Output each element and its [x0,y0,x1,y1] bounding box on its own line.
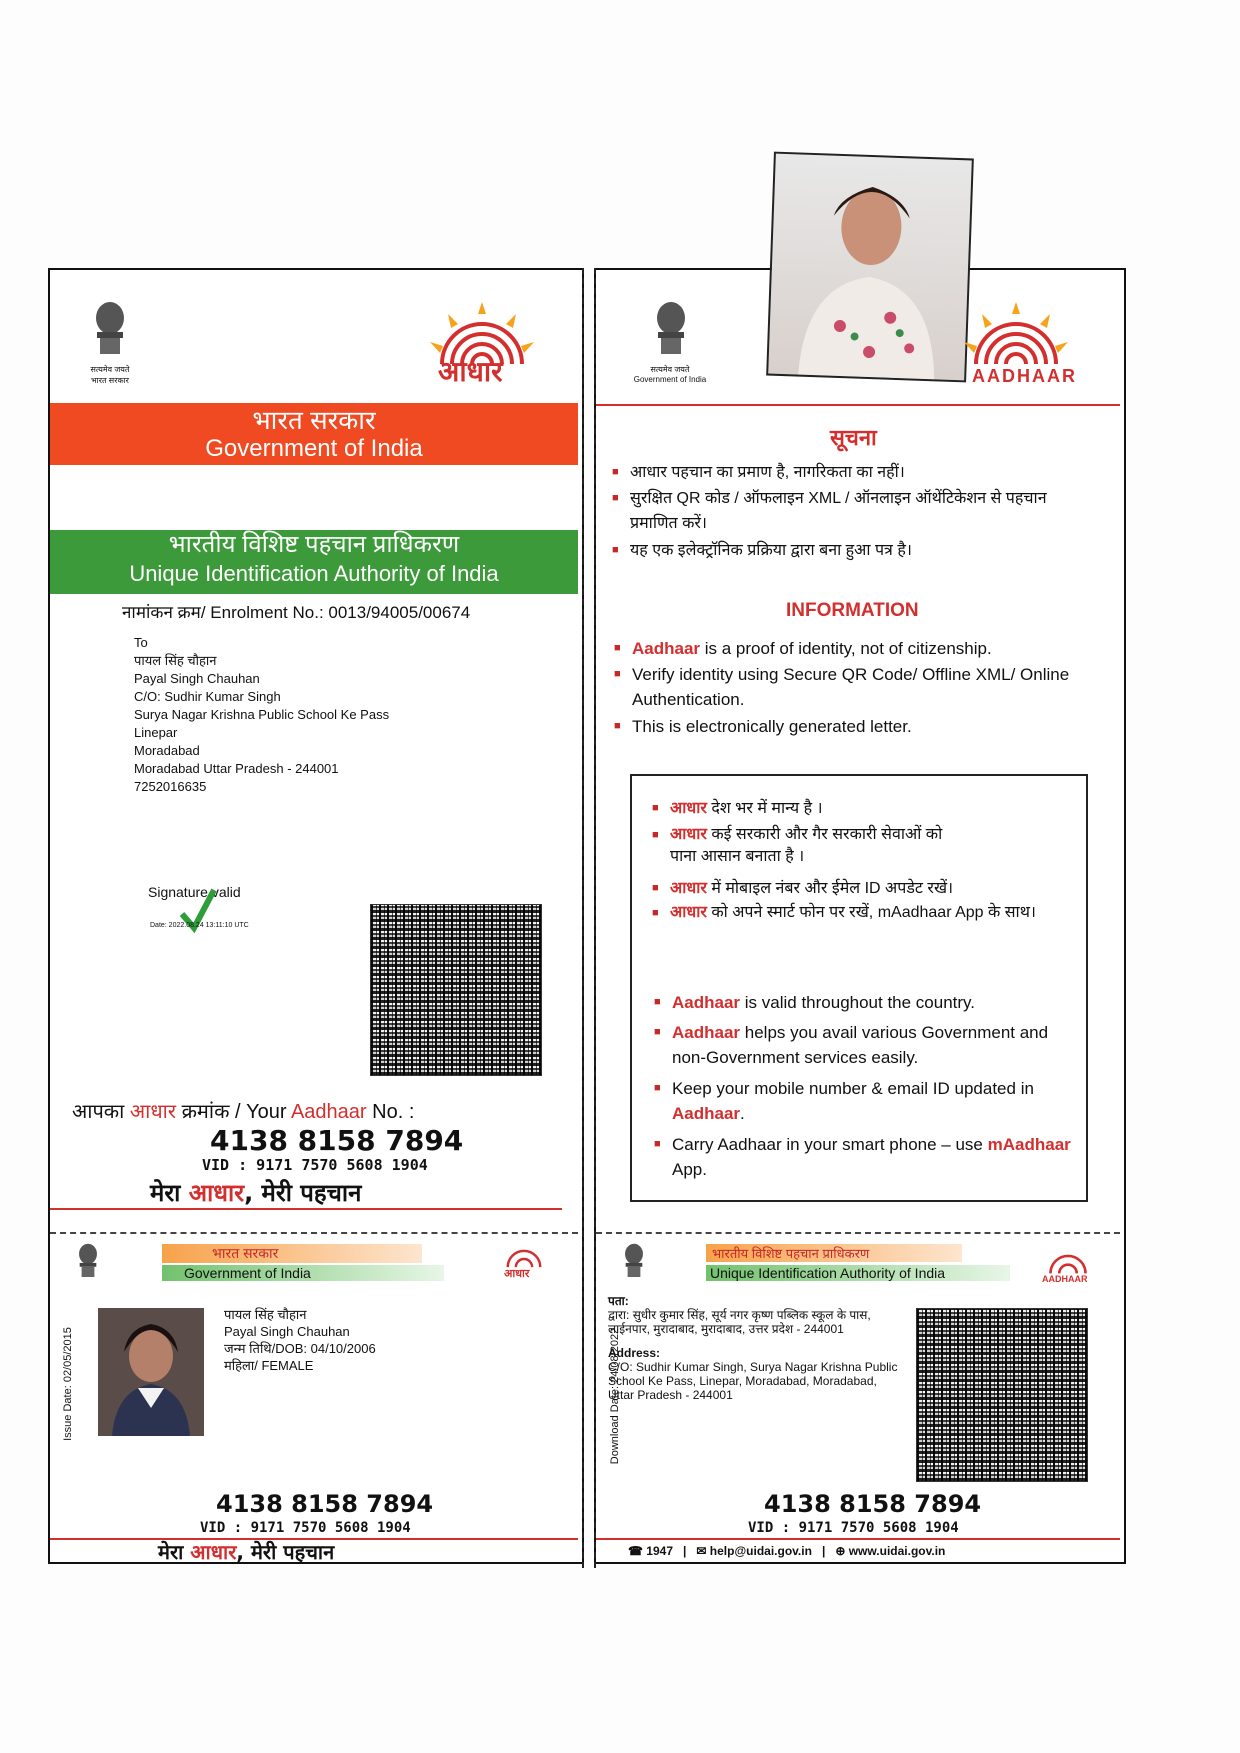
card-tagline [158,1538,334,1565]
divider-line [50,1208,562,1210]
aadhaar-logo-english-small: AADHAAR [1042,1274,1088,1284]
box-item [670,824,970,868]
highlight: आधार [670,880,707,897]
box-text: App. [672,1160,707,1179]
vid-number: VID : 9171 7570 5608 1904 [202,1156,428,1174]
box-item [670,876,1060,901]
address-hindi-label: पता: [608,1294,629,1308]
card-back-vid: VID : 9171 7570 5608 1904 [748,1520,959,1536]
footer: ☎ 1947 | ✉ help@uidai.gov.in | ⊕ www.uidai.gov.in [628,1544,946,1558]
tagline [150,1176,361,1209]
label-part: आपका [72,1101,130,1123]
tagline-part: आधार [190,1540,237,1564]
cut-line [596,1232,1120,1234]
box-text: helps you avail various Government and non-Government services easily. [672,1023,1049,1067]
footer-phone: 1947 [646,1544,673,1558]
info-text: is a proof of identity, not of citizenship. [700,639,992,658]
photo [766,152,974,383]
info-item [632,662,1102,712]
card-address [608,1294,898,1402]
label-part: क्रमांक / Your [176,1101,291,1123]
gov-header-strip [50,403,578,465]
address-line: पायल सिंह चौहान [134,653,217,668]
info-item [632,636,1102,661]
card-photo [98,1308,204,1436]
notice-item: ■ सुरक्षित QR कोड / ऑफलाइन XML / ऑनलाइन ऑथेंटिकेशन से पहचान प्रमाणित करें। [630,486,1060,536]
card-back-aadhaar-number: 4138 8158 7894 [764,1490,982,1518]
address-english-label: Address: [608,1346,661,1360]
aadhaar-logo-text: आधार [438,356,503,387]
address-to: To [134,635,148,650]
box-text: को अपने स्मार्ट फोन पर रखें, mAadhaar App के साथ। [706,904,1036,921]
signature-date: Date: 2022.08.24 13:11:10 UTC [150,922,249,929]
footer-web[interactable]: www.uidai.gov.in [848,1544,946,1558]
qr-code-main [370,904,542,1076]
address-english: C/O: Sudhir Kumar Singh, Surya Nagar Krishna Public School Ke Pass, Linepar, Moradabad, Moradabad, Uttar Pradesh - 244001 [608,1360,898,1402]
phone-icon: ☎ [628,1544,643,1558]
emblem-caption: सत्यमेव जयते भारत सरकार [90,365,130,385]
box-text: is valid throughout the country. [740,993,976,1012]
cut-line [50,1232,578,1234]
download-date: Download Date: 24/08/2022 [609,1327,621,1465]
recipient-address [134,634,389,796]
aadhaar-logo-english: AADHAAR [972,366,1077,386]
tagline-part: , मेरी पहचान [236,1540,335,1564]
label-part: Aadhaar [290,1101,367,1123]
info-item [632,714,1102,739]
highlight: Aadhaar [632,639,701,658]
emblem-icon [85,298,135,360]
card-name-hindi: पायल सिंह चौहान [224,1307,307,1322]
emblem-icon [72,1240,104,1282]
aadhaar-logo-small: आधार [504,1268,530,1280]
info-text: This is electronically generated letter. [632,717,912,736]
address-line: Linepar [134,725,178,740]
address-hindi: द्वारा: सुधीर कुमार सिंह, सूर्य नगर कृष्ण पब्लिक स्कूल के पास, लाईनपार, मुरादाबाद, मुरादाबाद, उत्तर प्रदेश - 244001 [608,1308,871,1336]
box-text: . [740,1104,745,1123]
card-uidai-hindi: भारतीय विशिष्ट पहचान प्राधिकरण [706,1244,962,1262]
card-uidai-english: Unique Identification Authority of India [706,1265,1010,1281]
emblem-icon [646,298,696,360]
card-gov-english: Government of India [162,1265,444,1281]
box-item [670,796,1060,821]
box-item [672,1076,1072,1126]
divider-line [596,404,1120,406]
uidai-header-strip [50,530,578,594]
mail-icon: ✉ [696,1544,707,1558]
address-line: 7252016635 [134,779,207,794]
tagline-part: , मेरी पहचान [244,1179,362,1207]
gov-title-english: Government of India [205,435,423,462]
highlight: आधार [670,826,707,843]
uidai-title-english: Unique Identification Authority of India [129,561,499,586]
highlight: Aadhaar [672,1023,741,1042]
box-item [672,1132,1072,1182]
label-part: आधार [129,1101,177,1123]
highlight: Aadhaar [672,1104,741,1123]
card-gender: महिला/ FEMALE [224,1358,314,1373]
card-aadhaar-number: 4138 8158 7894 [216,1490,434,1518]
notice-title-hindi: सूचना [830,425,877,450]
box-text: में मोबाइल नंबर और ईमेल ID अपडेट रखें। [706,880,954,897]
tagline-part: मेरा [158,1540,191,1564]
divider-line [596,1538,1120,1540]
tagline-part: आधार [188,1179,245,1207]
notice-item: ■ आधार पहचान का प्रमाण है, नागरिकता का नहीं। [630,460,1060,485]
box-item [672,1020,1072,1070]
box-text: Keep your mobile number & email ID updated in [672,1079,1034,1098]
cut-divider [582,268,596,1568]
info-title: INFORMATION [786,600,919,621]
aadhaar-number-label [72,1097,414,1124]
label-part: No. : [366,1101,415,1123]
aadhaar-number: 4138 8158 7894 [210,1124,464,1157]
qr-code-card [916,1308,1088,1482]
card-gov-hindi: भारत सरकार [162,1244,422,1263]
highlight: आधार [670,904,707,921]
card-name: Payal Singh Chauhan [224,1324,350,1339]
card-dob: जन्म तिथि/DOB: 04/10/2006 [224,1341,376,1356]
emblem-caption: सत्यमेव जयते Government of India [633,365,707,384]
card-details [224,1306,376,1374]
uidai-title-hindi: भारतीय विशिष्ट पहचान प्राधिकरण [168,531,460,558]
enrolment-number: नामांकन क्रम/ Enrolment No.: 0013/94005/00674 [122,603,471,622]
person-icon [98,1308,204,1436]
globe-icon: ⊕ [835,1544,846,1558]
highlight: mAadhaar [987,1135,1071,1154]
highlight: आधार [670,800,707,817]
address-line: Moradabad [134,743,200,758]
signature-label: Signature valid [148,884,241,900]
box-item [670,902,1050,924]
footer-email[interactable]: help@uidai.gov.in [709,1544,812,1558]
address-line: Surya Nagar Krishna Public School Ke Pass [134,707,390,722]
gov-title-hindi: भारत सरकार [252,405,376,435]
box-text: Carry Aadhaar in your smart phone – use [672,1135,988,1154]
address-line: Payal Singh Chauhan [134,671,260,686]
person-icon [768,154,972,381]
tagline-part: मेरा [150,1179,189,1207]
box-text: देश भर में मान्य है । [706,800,823,817]
card-vid: VID : 9171 7570 5608 1904 [200,1520,411,1536]
box-item [672,990,1072,1015]
highlight: Aadhaar [672,993,741,1012]
address-line: Moradabad Uttar Pradesh - 244001 [134,761,339,776]
emblem-icon [618,1240,650,1282]
notice-item: ■ यह एक इलेक्ट्रॉनिक प्रक्रिया द्वारा बना हुआ पत्र है। [630,538,1060,563]
box-text: कई सरकारी और गैर सरकारी सेवाओं को पाना आसान बनाता है । [670,826,943,865]
issue-date: Issue Date: 02/05/2015 [62,1327,74,1441]
address-line: C/O: Sudhir Kumar Singh [134,689,281,704]
info-text: Verify identity using Secure QR Code/ Offline XML/ Online Authentication. [632,665,1070,709]
